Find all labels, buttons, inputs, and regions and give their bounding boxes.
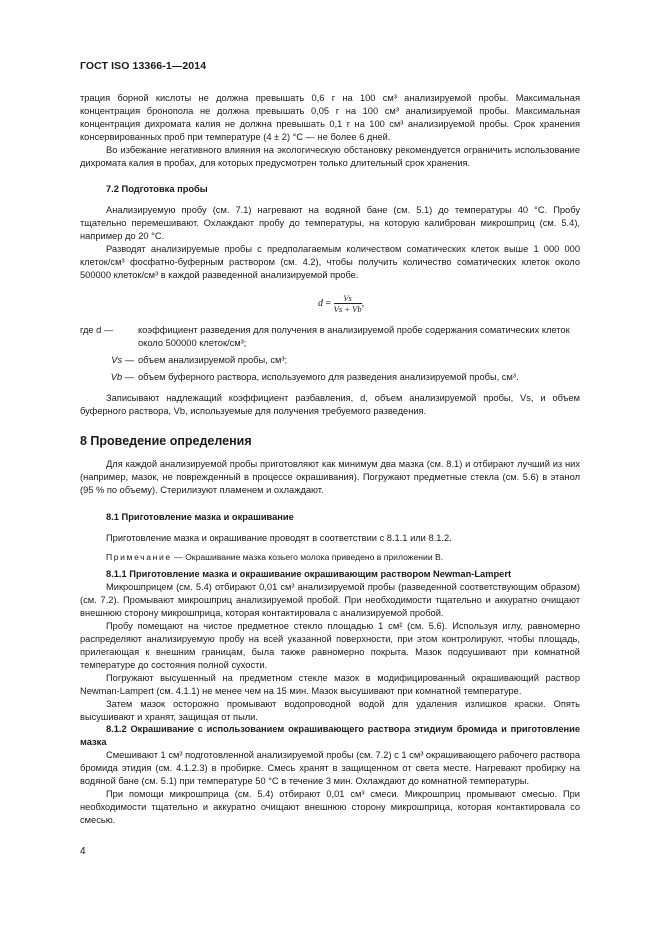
note-text: — Окрашивание мазка козьего молока приведено в приложении В.: [171, 552, 444, 562]
dilution-formula: [318, 293, 364, 314]
legend-label-vb: Vb —: [110, 372, 134, 382]
section-8-1-1: [80, 568, 580, 724]
section-8-1-1-paragraph-4: Затем мазок осторожно промывают водопроводной водой для удаления излишков краски. Опять высушивают и хранят, защищая от пыли.: [80, 699, 580, 722]
section-8-1-2-paragraph-2: При помощи микрошприца (см. 5.4) отбирают 0,01 см³ смеси. Микрошприц промывают смесью. При необходимости тщательно и аккуратно очищают внешнюю сторону микрошприца, которая контактировала со смесью.: [80, 789, 580, 825]
legend-item-vb: [80, 371, 580, 384]
legend-label-d: где d —: [80, 325, 114, 335]
section-8-1-1-paragraph-3: Погружают высушенный на предметном стекле мазок в модифицированный окрашивающий раствор Newman-Lampert (см. 4.1.1) не менее чем на 15 мин. Мазок высушивают при комнатной температуре.: [80, 673, 580, 696]
section-7-2-paragraph-1: Анализируемую пробу (см. 7.1) нагревают на водяной бане (см. 5.1) до температуры 40 °С. Пробу тщательно перемешивают. Охлаждают пробу до температуры, на которую калиброван микрошприц (см. 5.4), например до 20 °С.: [80, 205, 580, 241]
intro-paragraph-2: Во избежание негативного влияния на экологическую обстановку рекомендуется ограничить использование дихромата калия в пробах, для которых предусмотрен только длительный срок хранения.: [80, 145, 580, 168]
section-7-2-paragraph-3: Записывают надлежащий коэффициент разбавления, d, объем анализируемой пробы, Vs, и объем буферного раствора, Vb, используемые для получения требуемого разведения.: [80, 393, 580, 416]
legend-item-vs: [80, 354, 580, 367]
section-8-1-1-paragraph-2: Пробу помещают на чистое предметное стекло площадью 1 см² (см. 5.6). Используя иглу, равномерно распределяют анализируемую пробу на всей указанной поверхности, при этом контролируют, чтобы площадь, прилегающая к внешним границам, была также равномерно покрыта. Мазок подсушивают при комнатной температуре до состояния полной сухости.: [80, 621, 580, 670]
section-8-1: [80, 511, 580, 564]
legend-item-d: [80, 324, 580, 350]
section-8-1-paragraph-1: Приготовление мазка и окрашивание проводят в соответствии с 8.1.1 или 8.1.2.: [106, 533, 452, 543]
section-8: [80, 435, 580, 497]
formula-denominator: Vs + Vb: [333, 304, 362, 314]
section-8-1-1-paragraph-1: Микрошприцем (см. 5.4) отбирают 0,01 см³ анализируемой пробы (разведенной соответствующим образом) (см. 7.2). Промывают микрошприц анализируемой пробой. При необходимости тщательно и аккуратно очищают внешнюю сторону микрошприца, которая контактировала с анализируемой пробой.: [80, 582, 580, 618]
section-8-heading: 8 Проведение определения: [80, 434, 252, 448]
section-8-1-1-heading: 8.1.1 Приготовление мазка и окрашивание окрашивающим раствором Newman-Lampert: [106, 569, 512, 579]
formula-fraction: [334, 293, 362, 314]
formula-numerator: Vs: [334, 293, 362, 304]
section-7-2-heading: 7.2 Подготовка пробы: [106, 184, 208, 194]
formula-lhs: d: [318, 297, 323, 309]
intro-paragraph-1: трация борной кислоты не должна превышать 0,6 г на 100 см³ анализируемой пробы. Максимальная концентрация бронопола не должна превышать 0,05 г на 100 см³ анализируемой пробы. Максимальная концентрация дихромата калия не должна превышать 0,1 г на 100 см³ анализируемой пробы. Срок хранения консервированных проб при температуре (4 ± 2) °С — не более 6 дней.: [80, 93, 580, 142]
formula-equals: =: [325, 297, 332, 309]
intro-block: [80, 92, 580, 170]
section-8-paragraph-1: Для каждой анализируемой пробы приготовляют как минимум два мазка (см. 8.1) и отбирают лучший из них (например, мазок, не поврежденный в процессе окрашивания). Погружают предметные стекла (см. 5.6) в этанол (95 % по объему). Стерилизуют пламенем и охлаждают.: [80, 459, 580, 495]
legend-text-vs: объем анализируемой пробы, см³;: [138, 355, 288, 365]
legend-text-vb: объем буферного раствора, используемого для разведения анализируемой пробы, см³.: [138, 372, 519, 382]
note-label: Примечание: [106, 552, 172, 562]
page-number: 4: [80, 846, 86, 857]
section-7-2-paragraph-2: Разводят анализируемые пробы с предполагаемым количеством соматических клеток выше 1 000 000 клеток/см³ фосфатно-буферным раствором (см. 4.2), чтобы получить количество соматических клеток около 500000 клеток/см³ в каждой разведенной анализируемой пробе.: [80, 244, 580, 280]
legend-label-vs: Vs —: [111, 355, 134, 365]
section-8-1-2-paragraph-1: Смешивают 1 см³ подготовленной анализируемой пробы (см. 7.2) с 1 см³ окрашивающего рабочего раствора бромида этидия (см. 4.1.2.3) в пробирке. Смесь хранят в защищенном от света месте. Нагревают пробирку на водяной бане (см. 5.1) при температуре 50 °С в течение 3 мин. Охлаждают до комнатной температуры.: [80, 750, 580, 786]
document-code-header: ГОСТ ISO 13366-1—2014: [80, 60, 207, 72]
formula-tail: ,: [361, 297, 365, 309]
section-8-1-note: [80, 551, 580, 564]
section-8-1-2: [80, 723, 580, 827]
legend-text-d: коэффициент разведения для получения в анализируемой пробе содержания соматических клеток около 500000 клеток/см³;: [138, 325, 570, 348]
section-8-1-heading: 8.1 Приготовление мазка и окрашивание: [106, 512, 294, 522]
section-7-2-body: [80, 204, 580, 282]
formula-legend: [80, 324, 580, 418]
section-7-2: [80, 183, 580, 196]
section-8-1-2-heading: 8.1.2 Окрашивание с использованием окрашивающего раствора этидиум бромида и приготовление мазка: [80, 724, 580, 747]
